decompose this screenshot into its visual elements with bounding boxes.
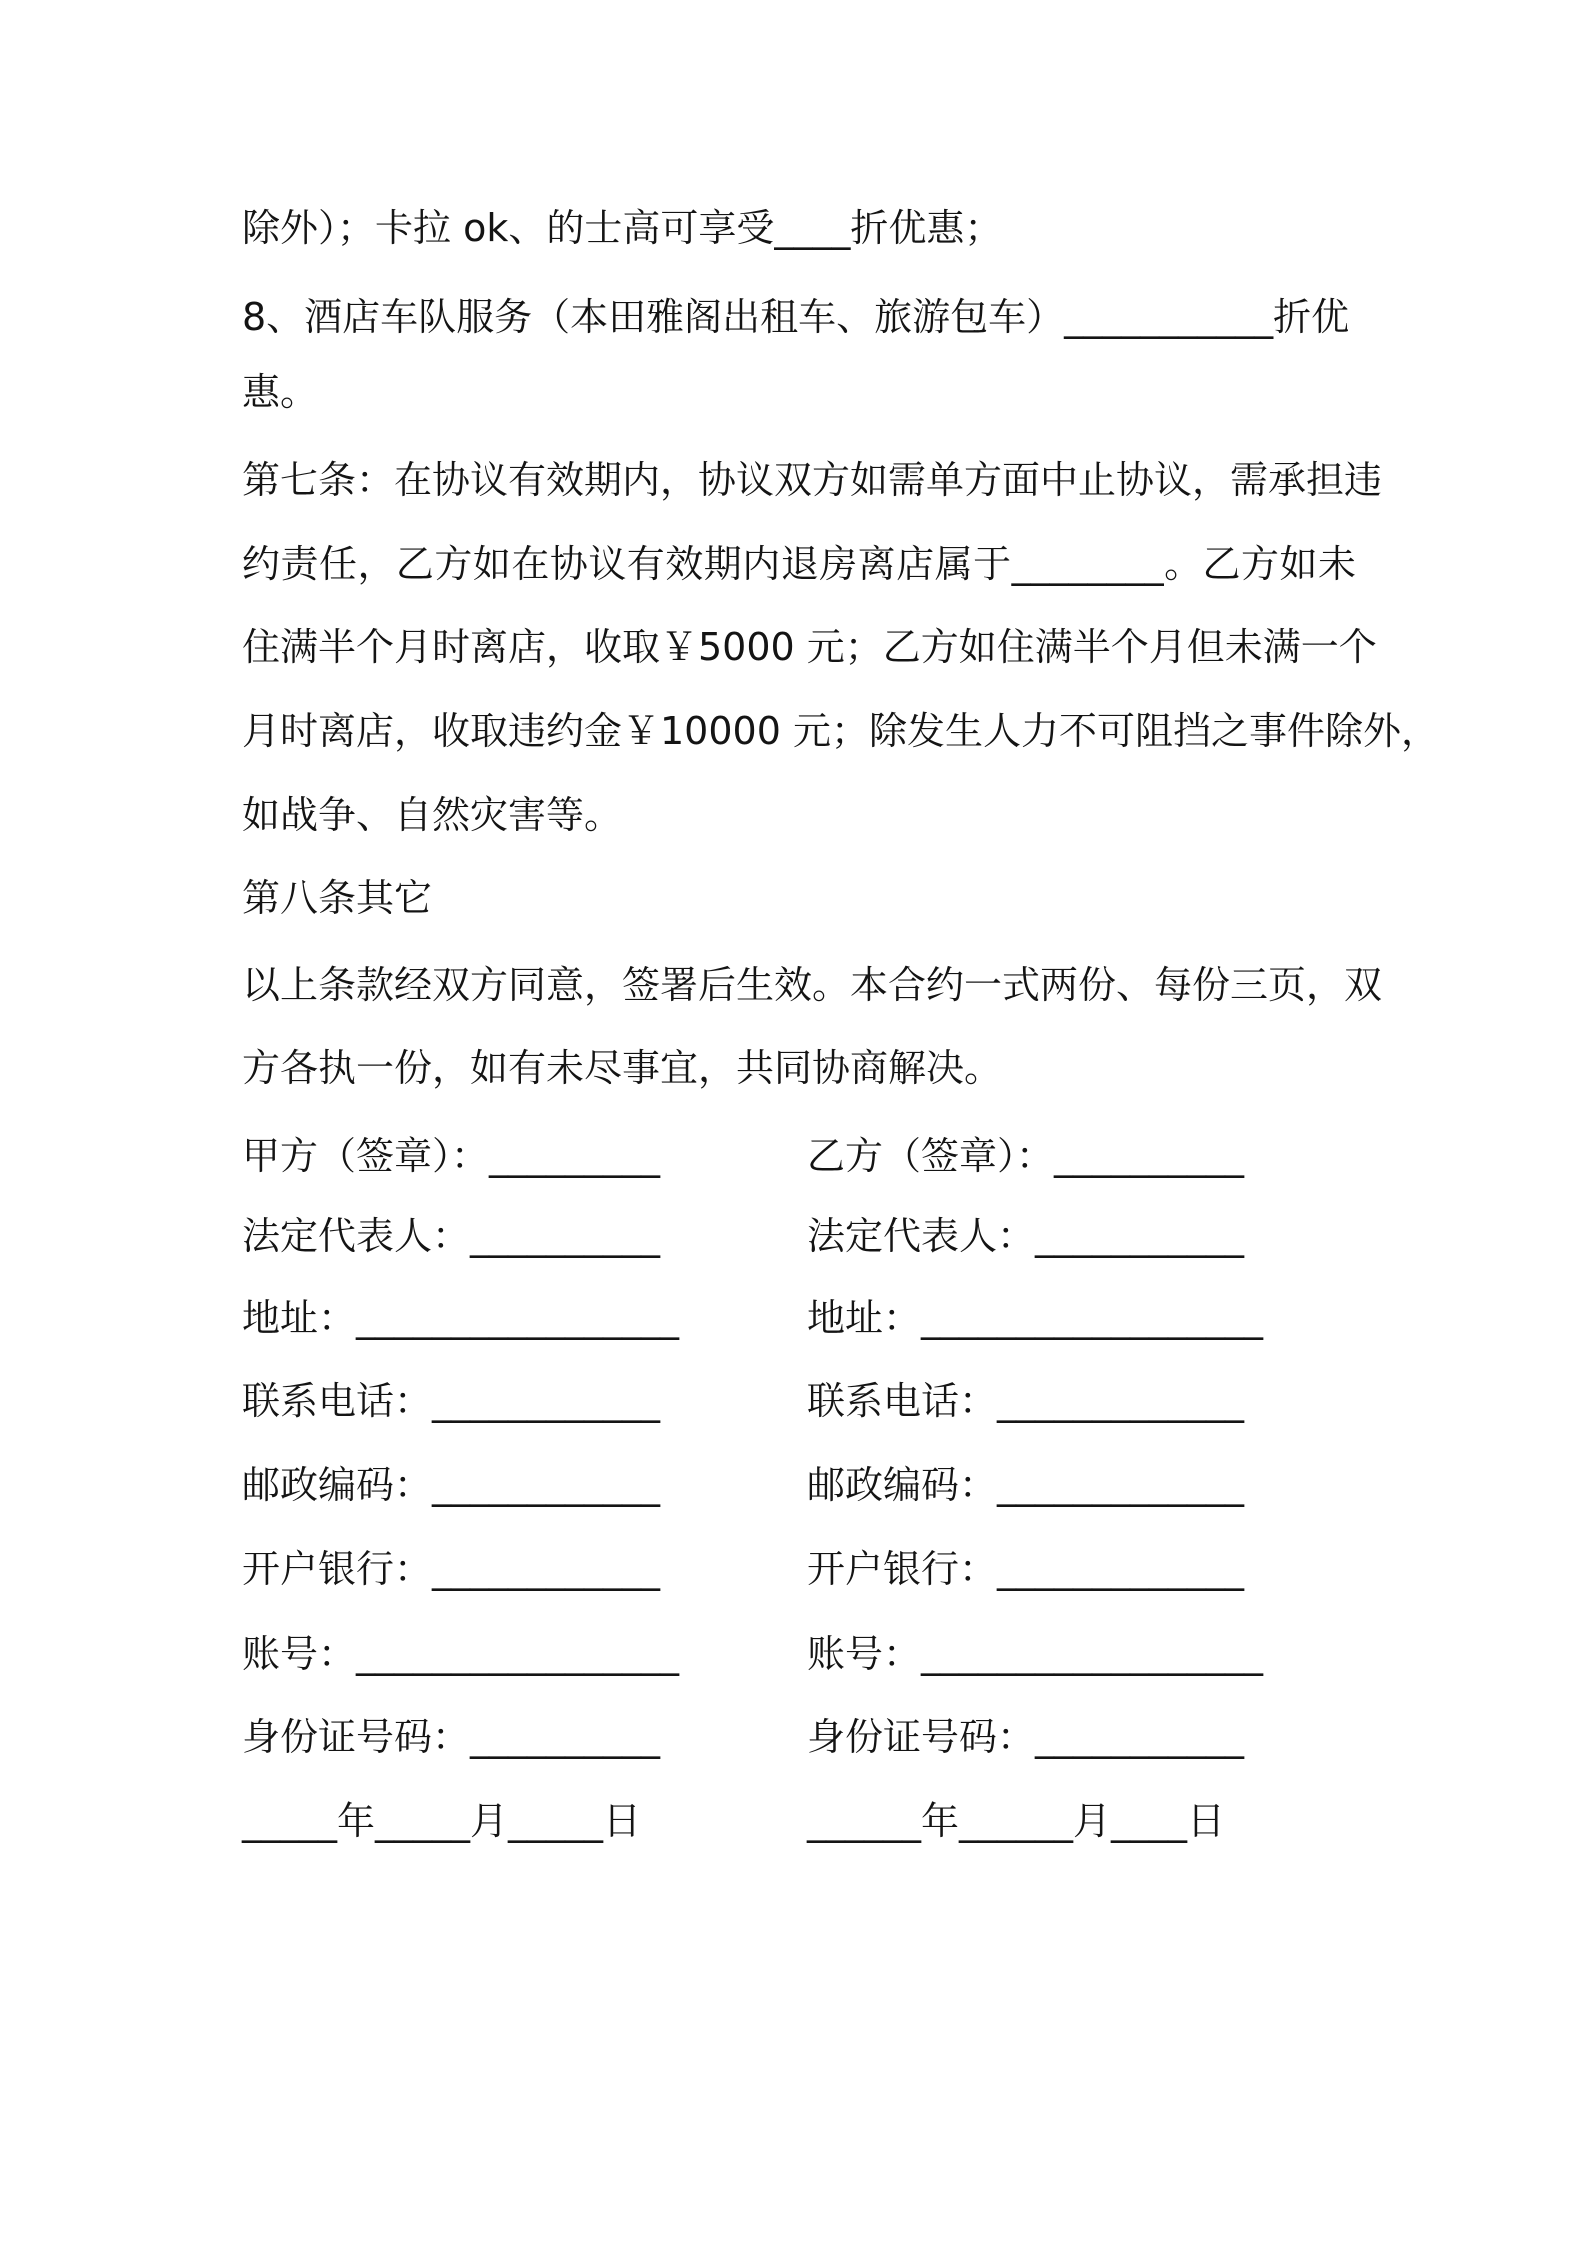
party-b-account-field: 账号：__________________	[807, 1632, 1264, 1676]
party-b-legal-rep-field: 法定代表人：___________	[807, 1214, 1245, 1258]
party-b-phone-field: 联系电话：_____________	[807, 1379, 1245, 1423]
document-line-article-seven-5: 如战争、自然灾害等。	[242, 793, 623, 837]
document-line-car-service: 8、酒店车队服务（本田雅阁出租车、旅游包车）___________折优	[242, 295, 1350, 339]
party-b-postcode-field: 邮政编码：_____________	[807, 1463, 1245, 1507]
party-b-id-field: 身份证号码：___________	[807, 1715, 1245, 1759]
party-a-seal-field: 甲方（签章）：_________	[242, 1134, 661, 1178]
document-line-article-seven-4: 月时离店，收取违约金￥10000 元；除发生人力不可阻挡之事件除外，	[242, 709, 1439, 753]
party-a-account-field: 账号：_________________	[242, 1632, 680, 1676]
party-b-date-field: ______年______月____日	[807, 1799, 1226, 1843]
document-line-car-service-end: 惠。	[242, 370, 319, 414]
party-a-id-field: 身份证号码：__________	[242, 1715, 661, 1759]
party-a-date-field: _____年_____月_____日	[242, 1799, 642, 1843]
party-a-legal-rep-field: 法定代表人：__________	[242, 1214, 661, 1258]
party-a-bank-field: 开户银行：____________	[242, 1547, 661, 1591]
party-a-address-field: 地址：_________________	[242, 1296, 680, 1340]
party-b-seal-field: 乙方（签章）：__________	[807, 1134, 1245, 1178]
document-line-article-eight-2: 方各执一份，如有未尽事宜，共同协商解决。	[242, 1046, 1003, 1090]
document-line-discount-karaoke: 除外）；卡拉 ok、的士高可享受____折优惠；	[242, 206, 1003, 250]
document-line-article-seven-3: 住满半个月时离店，收取￥5000 元；乙方如住满半个月但未满一个	[242, 625, 1377, 669]
document-line-article-seven-2: 约责任，乙方如在协议有效期内退房离店属于________。乙方如未	[242, 542, 1356, 586]
party-b-address-field: 地址：__________________	[807, 1296, 1264, 1340]
party-a-phone-field: 联系电话：____________	[242, 1379, 661, 1423]
document-heading-article-eight: 第八条其它	[242, 876, 433, 920]
party-b-bank-field: 开户银行：_____________	[807, 1547, 1245, 1591]
document-line-article-seven: 第七条：在协议有效期内，协议双方如需单方面中止协议，需承担违	[242, 458, 1383, 502]
document-line-article-eight: 以上条款经双方同意，签署后生效。本合约一式两份、每份三页，双	[242, 963, 1383, 1007]
party-a-postcode-field: 邮政编码：____________	[242, 1463, 661, 1507]
